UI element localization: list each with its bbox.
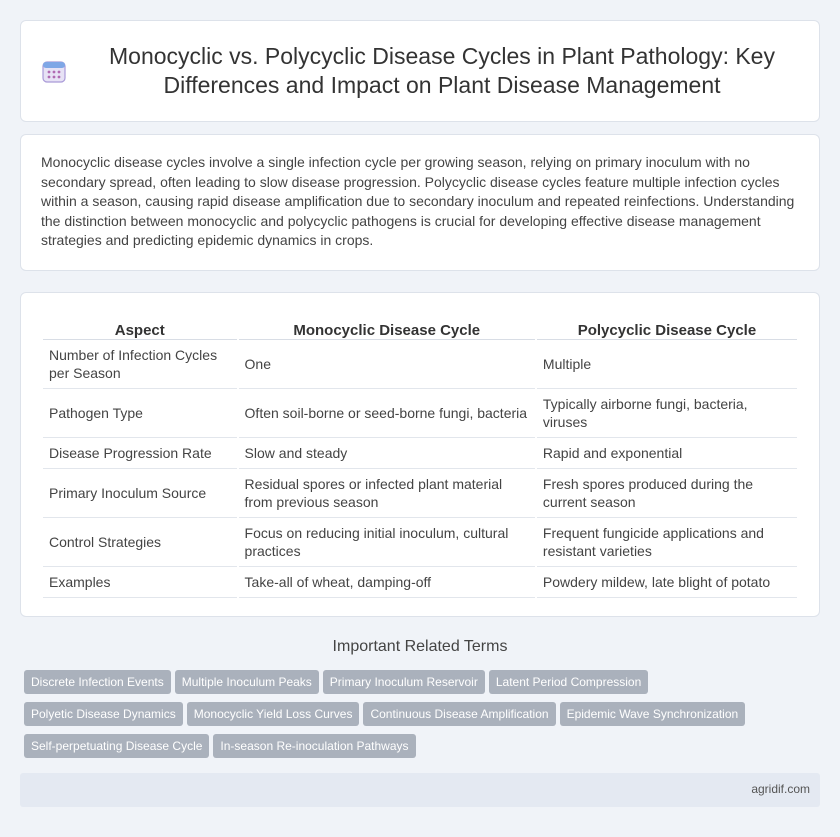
related-terms-title: Important Related Terms bbox=[332, 638, 508, 655]
calendar-icon bbox=[41, 58, 67, 84]
page-title: Monocyclic vs. Polycyclic Disease Cycles in Plant Pathology: Key Differences and Impact on Plant Disease Management bbox=[109, 43, 775, 98]
table-cell: Powdery mildew, late blight of potato bbox=[537, 567, 797, 598]
related-term-tag[interactable]: Self-perpetuating Disease Cycle bbox=[24, 734, 209, 758]
title-card bbox=[20, 20, 820, 122]
table-cell: Typically airborne fungi, bacteria, viruses bbox=[537, 389, 797, 438]
table-row bbox=[43, 389, 797, 438]
table-cell: Pathogen Type bbox=[43, 389, 237, 438]
table-cell: Number of Infection Cycles per Season bbox=[43, 340, 237, 389]
related-terms-list bbox=[24, 670, 804, 766]
header-monocyclic: Monocyclic Disease Cycle bbox=[239, 313, 535, 340]
table-row bbox=[43, 567, 797, 598]
table-cell: Disease Progression Rate bbox=[43, 438, 237, 469]
related-term-tag[interactable]: Latent Period Compression bbox=[489, 670, 648, 694]
intro-card bbox=[20, 134, 820, 271]
footer-site-link[interactable]: agridif.com bbox=[751, 782, 810, 796]
related-term-tag[interactable]: Continuous Disease Amplification bbox=[363, 702, 555, 726]
table-cell: Examples bbox=[43, 567, 237, 598]
table-row bbox=[43, 469, 797, 518]
table-cell: Take-all of wheat, damping-off bbox=[239, 567, 535, 598]
table-row bbox=[43, 518, 797, 567]
table-header-row bbox=[43, 313, 797, 340]
related-term-tag[interactable]: Primary Inoculum Reservoir bbox=[323, 670, 485, 694]
related-term-tag[interactable]: Discrete Infection Events bbox=[24, 670, 171, 694]
table-cell: Primary Inoculum Source bbox=[43, 469, 237, 518]
comparison-table-card bbox=[20, 292, 820, 617]
related-term-tag[interactable]: Monocyclic Yield Loss Curves bbox=[187, 702, 360, 726]
table-cell: Residual spores or infected plant material from previous season bbox=[239, 469, 535, 518]
table-cell: Control Strategies bbox=[43, 518, 237, 567]
related-term-tag[interactable]: In-season Re-inoculation Pathways bbox=[213, 734, 415, 758]
related-term-tag[interactable]: Epidemic Wave Synchronization bbox=[560, 702, 746, 726]
table-cell: Rapid and exponential bbox=[537, 438, 797, 469]
table-cell: Fresh spores produced during the current season bbox=[537, 469, 797, 518]
table-cell: Focus on reducing initial inoculum, cultural practices bbox=[239, 518, 535, 567]
table-cell: One bbox=[239, 340, 535, 389]
related-term-tag[interactable]: Multiple Inoculum Peaks bbox=[175, 670, 319, 694]
table-cell: Frequent fungicide applications and resistant varieties bbox=[537, 518, 797, 567]
table-row bbox=[43, 340, 797, 389]
table-cell: Multiple bbox=[537, 340, 797, 389]
related-term-tag[interactable]: Polyetic Disease Dynamics bbox=[24, 702, 183, 726]
intro-paragraph: Monocyclic disease cycles involve a single infection cycle per growing season, relying on primary inoculum with no secondary spread, often leading to slow disease progression. Polycyclic disease cycles feature multiple infection cycles within a season, causing rapid disease amplification due to secondary inoculum and repeated reinfections. Understanding the distinction between monocyclic and polycyclic pathogens is crucial for developing effective disease management strategies and predicting epidemic dynamics in crops. bbox=[41, 154, 795, 248]
comparison-table bbox=[41, 313, 799, 598]
table-cell: Often soil-borne or seed-borne fungi, bacteria bbox=[239, 389, 535, 438]
header-polycyclic: Polycyclic Disease Cycle bbox=[537, 313, 797, 340]
header-aspect: Aspect bbox=[43, 313, 237, 340]
footer bbox=[20, 773, 820, 807]
table-cell: Slow and steady bbox=[239, 438, 535, 469]
table-row bbox=[43, 438, 797, 469]
